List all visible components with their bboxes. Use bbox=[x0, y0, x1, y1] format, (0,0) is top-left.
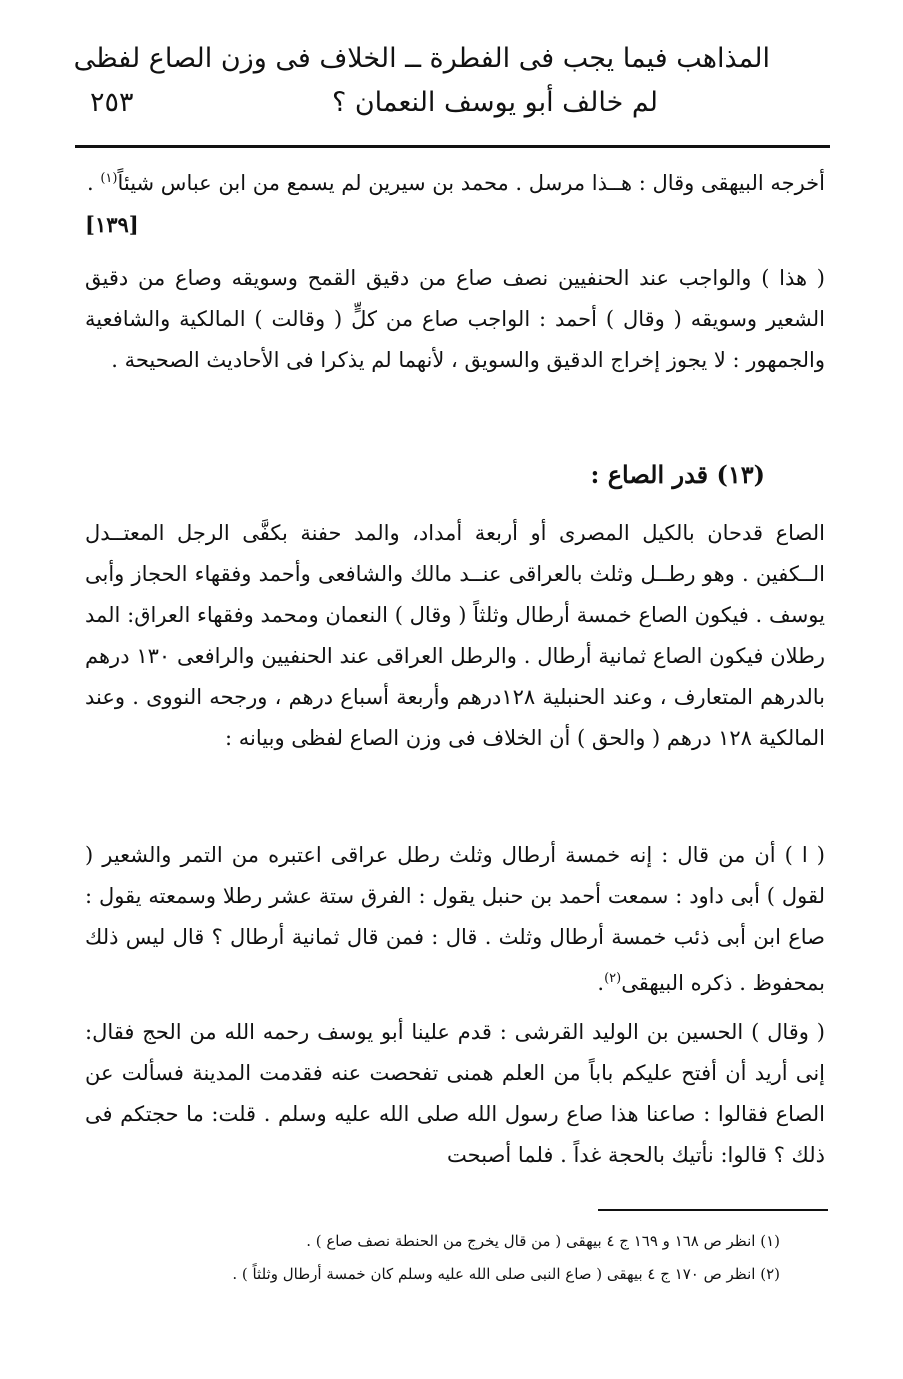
section-heading: (١٣) قدر الصاع : bbox=[590, 460, 765, 489]
paragraph-4 bbox=[85, 835, 825, 1004]
paragraph-3 bbox=[85, 513, 825, 759]
paragraph-3-text: الصاع قدحان بالكيل المصرى أو أربعة أمداد، والمد حفنة بكفَّى الرجل المعتــدل الــكفين . وهو رطــل وثلث بالعراقى عنــد مالك والشافعى وأحمد وفقهاء الحجاز وأبى يوسف . فيكون الصاع خمسة أرطال وثلثاً ( وقال ) النعمان ومحمد وفقهاء العراق: المد رطلان فيكون الصاع ثمانية أرطال . والرطل العراقى عند الحنفيين والرافعى ١٣٠ درهم بالدرهم المتعارف ، وعند الحنبلية ١٢٨درهم وأربعة أسباع درهم ، ورجحه النووى . وعند المالكية ١٢٨ درهم ( والحق ) أن الخلاف فى وزن الصاع لفظى وبيانه : bbox=[85, 521, 826, 750]
page-number: ٢٥٣ bbox=[90, 87, 134, 118]
footnote-mark-1: (١) bbox=[100, 171, 118, 186]
intro-paragraph bbox=[85, 158, 825, 245]
intro-tail: . bbox=[86, 171, 101, 195]
intro-text: أخرجه البيهقى وقال : هــذا مرسل . محمد بن سيرين لم يسمع من ابن عباس شيئاً bbox=[117, 171, 825, 195]
paragraph-4-tail: . bbox=[597, 971, 605, 995]
paragraph-2 bbox=[85, 258, 825, 381]
running-header-line2: لم خالف أبو يوسف النعمان ؟ bbox=[331, 87, 659, 118]
paragraph-5-text: ( وقال ) الحسين بن الوليد القرشى : قدم علينا أبو يوسف رحمه الله من الحج فقال: إنى أريد أن أفتح عليكم باباً من العلم همنى تفحصت عنه فقدمت المدينة فسألت عن الصاع فقالوا : صاعنا هذا صاع رسول الله صلى الله عليه وسلم . قلت: ما حجتكم فى ذلك ؟ قالوا: نأتيك بالحجة غداً . فلما أصبحت bbox=[85, 1020, 825, 1167]
footnote-mark-2: (٢) bbox=[604, 971, 622, 986]
footnote-rule bbox=[598, 1209, 828, 1211]
header-rule bbox=[75, 145, 830, 148]
reference-number: [١٣٩] bbox=[85, 212, 139, 237]
paragraph-5 bbox=[85, 1012, 825, 1176]
running-header-line1: المذاهب فيما يجب فى الفطرة ــ الخلاف فى وزن الصاع لفظى bbox=[73, 43, 770, 74]
footnote-2: (٢) انظر ص ١٧٠ ج ٤ بيهقى ( صاع النبى صلى الله عليه وسلم كان خمسة أرطال وثلثاً ) . bbox=[232, 1265, 780, 1283]
footnote-1: (١) انظر ص ١٦٨ و ١٦٩ ج ٤ بيهقى ( من قال يخرج من الحنطة نصف صاع ) . bbox=[306, 1232, 780, 1250]
paragraph-2-text: ( هذا ) والواجب عند الحنفيين نصف صاع من دقيق القمح وسويقه وصاع من دقيق الشعير وسويقه ( وقال ) أحمد : الواجب صاع من كلٍّ ( وقالت ) المالكية والشافعية والجمهور : لا يجوز إخراج الدقيق والسويق ، لأنهما لم يذكرا فى الأحاديث الصحيحة . bbox=[85, 266, 825, 372]
paragraph-4-text: ( ا ) أن من قال : إنه خمسة أرطال وثلث رطل عراقى اعتبره من التمر والشعير ( لقول ) أبى داود : سمعت أحمد بن حنبل يقول : الفرق ستة عشر رطلا وسمعته يقول : صاع ابن أبى ذئب خمسة أرطال وثلث . قال : فمن قال ثمانية أرطال ؟ قال ليس ذلك بمحفوظ . ذكره البيهقى bbox=[85, 843, 825, 995]
